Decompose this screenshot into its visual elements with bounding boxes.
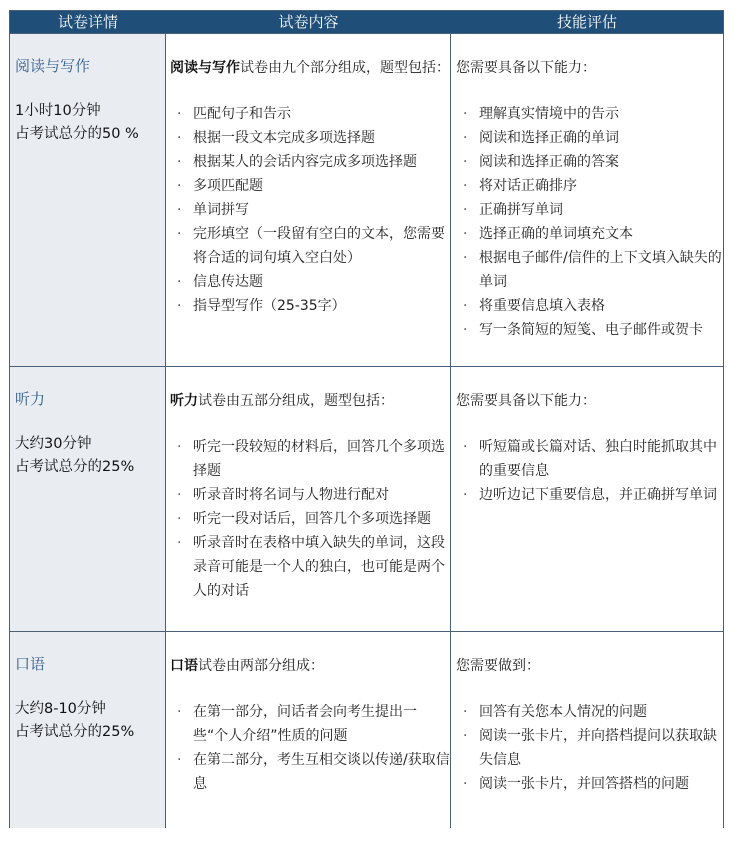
skills-list [456,102,723,342]
list-item: · 听完一段较短的材料后，回答几个多项选择题 [170,435,450,483]
details-cell [10,367,166,632]
weight: 占考试总分的50 % [15,126,139,142]
list-item: · 在第二部分，考生互相交谈以传递/获取信息 [170,748,450,796]
list-item: · 听完一段对话后，回答几个多项选择题 [170,507,450,531]
table-header [10,11,723,33]
weight: 占考试总分的25% [15,459,135,475]
list-item: · 在第一部分，问话者会向考生提出一些“个人介绍”性质的问题 [170,700,450,748]
table-row-speaking [10,631,723,828]
content-cell [166,367,451,632]
list-item: · 正确拼写单词 [456,198,723,222]
list-item: · 根据电子邮件/信件的上下文填入缺失的单词 [456,246,723,294]
list-item: · 阅读一张卡片，并向搭档提问以获取缺失信息 [456,724,723,772]
header-skills-assessment: 技能评估 [556,13,617,31]
list-item: · 多项匹配题 [170,174,450,198]
table-row-reading-writing [10,33,723,367]
exam-table [9,10,724,828]
content-list [170,102,450,318]
skills-list [456,435,723,507]
skills-cell [451,632,723,828]
duration: 大约8-10分钟 [15,701,106,717]
skills-cell [451,34,723,367]
content-cell [166,632,451,828]
content-intro: 听力试卷由五部分组成，题型包括： [170,393,394,409]
list-item: · 选择正确的单词填充文本 [456,222,723,246]
skills-list [456,700,723,796]
section-title: 听力 [15,390,46,408]
list-item: · 根据某人的会话内容完成多项选择题 [170,150,450,174]
content-cell [166,34,451,367]
section-title: 口语 [15,655,46,673]
header-exam-content: 试卷内容 [278,13,339,31]
list-item: · 阅读和选择正确的单词 [456,126,723,150]
list-item: · 理解真实情境中的告示 [456,102,723,126]
list-item: · 听录音时将名词与人物进行配对 [170,483,450,507]
content-intro: 阅读与写作试卷由九个部分组成，题型包括： [170,60,450,76]
table-row-listening [10,366,723,632]
skills-intro: 您需要做到： [456,658,540,674]
list-item: · 听录音时在表格中填入缺失的单词，这段录音可能是一个人的独白，也可能是两个人的对话 [170,531,450,603]
skills-intro: 您需要具备以下能力： [456,60,596,76]
list-item: · 听短篇或长篇对话、独白时能抓取其中的重要信息 [456,435,723,483]
list-item: · 写一条简短的短笺、电子邮件或贺卡 [456,318,723,342]
list-item: · 阅读和选择正确的答案 [456,150,723,174]
list-item: · 将重要信息填入表格 [456,294,723,318]
list-item: · 回答有关您本人情况的问题 [456,700,723,724]
duration: 大约30分钟 [15,436,92,452]
list-item: · 完形填空（一段留有空白的文本，您需要将合适的词句填入空白处） [170,222,450,270]
list-item: · 边听边记下重要信息，并正确拼写单词 [456,483,723,507]
section-title: 阅读与写作 [15,57,91,75]
content-list [170,700,450,796]
list-item: · 单词拼写 [170,198,450,222]
skills-intro: 您需要具备以下能力： [456,393,596,409]
content-list [170,435,450,603]
weight: 占考试总分的25% [15,724,135,740]
duration: 1小时10分钟 [15,103,101,119]
content-intro: 口语试卷由两部分组成： [170,658,324,674]
header-exam-details: 试卷详情 [57,13,118,31]
list-item: · 指导型写作（25-35字） [170,294,450,318]
details-cell [10,632,166,828]
list-item: · 匹配句子和告示 [170,102,450,126]
details-cell [10,34,166,367]
list-item: · 信息传达题 [170,270,450,294]
list-item: · 将对话正确排序 [456,174,723,198]
skills-cell [451,367,723,632]
list-item: · 阅读一张卡片，并回答搭档的问题 [456,772,723,796]
list-item: · 根据一段文本完成多项选择题 [170,126,450,150]
